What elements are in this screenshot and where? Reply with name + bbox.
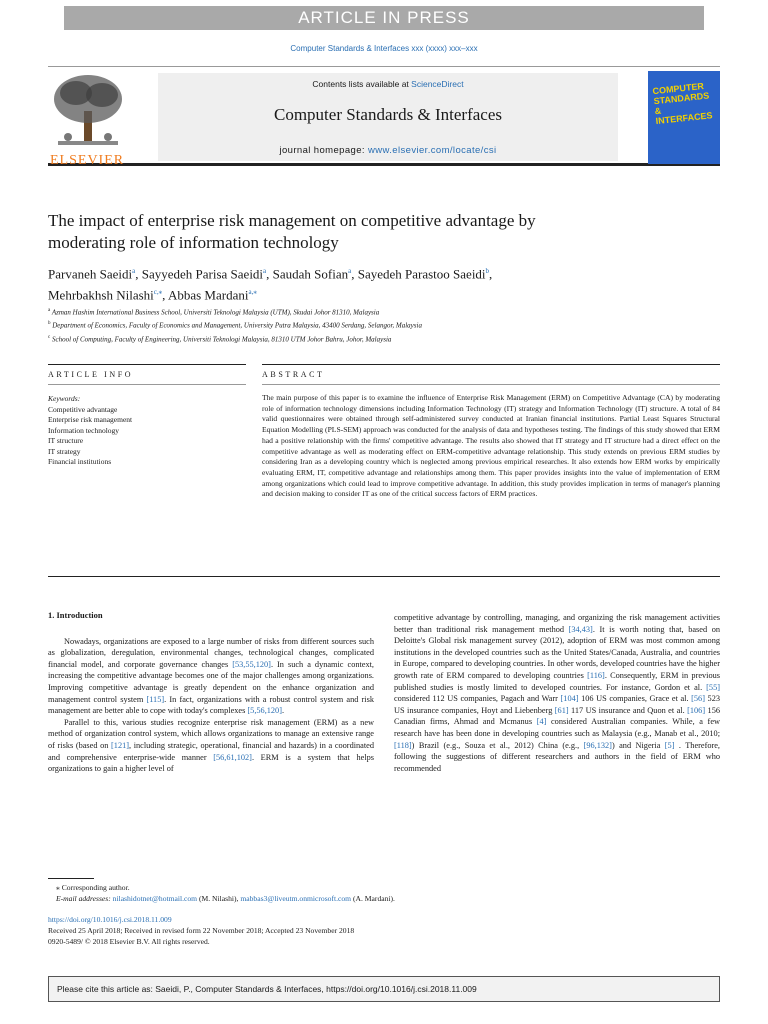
copyright-line: 0920-5489/ © 2018 Elsevier B.V. All rights reserved.	[48, 937, 210, 946]
text-run: . It is worth noting that, based on Deloitte's Global risk management survey (2012), adoption of ERM was most common among institutions in the developed countries such as the United States/Canada, Australia, and countries in Europe, compared to developing countries. In other words, developed countries have the higher growth rate of ERM compared to developing countries	[394, 624, 720, 680]
keyword: Financial institutions	[48, 457, 112, 466]
citation-link[interactable]: [5,56,120]	[247, 706, 282, 716]
author-separator: ,	[351, 266, 358, 282]
intro-right-column	[394, 612, 720, 774]
citation-link[interactable]: [56,61,102]	[213, 752, 252, 762]
cover-title: COMPUTER STANDARDS & INTERFACES	[652, 80, 713, 127]
author-affiliation-marker[interactable]: c,⁎	[153, 288, 163, 297]
text-run: 106 US companies, Grace et al.	[578, 694, 692, 704]
author-affiliation-marker[interactable]: a,⁎	[248, 288, 257, 297]
affiliation-text: School of Computing, Faculty of Engineering, Universiti Teknologi Malaysia, 81310 UTM Johor Bahru, Johor, Malaysia	[50, 334, 392, 343]
affiliation-marker: c	[48, 334, 51, 340]
citation-link[interactable]: [96,132]	[583, 740, 612, 750]
text-run: . Consequently, ERM in previous published studies is mostly limited to developed countries. For instance, Gordon et al.	[394, 670, 720, 692]
section-heading-introduction: 1. Introduction	[48, 610, 103, 620]
text-run: . In such a dynamic context, increasing the competitive advantage becomes one of the major challenges among organizations. Improving competitive advantage is greatly dependent on the enhance organization and management control system	[48, 659, 375, 704]
citation-link[interactable]: [104]	[560, 694, 579, 704]
contents-line	[158, 79, 618, 89]
affiliation-item	[48, 332, 728, 345]
text-run: ) and Nigeria	[611, 740, 665, 750]
abstract-text: The main purpose of this paper is to examine the influence of Enterprise Risk Management (ERM) on Competitive Advantage (CA) by moderating role of information technology dimensions including Information Technology (IT) strategy and Information Technology (IT) structure. A total of 84 valid questionnaires were obtained through self-administered survey conducted at Iranian financial institutions. Partial Least Squares Structural Equation Modelling (PLS-SEM) approach was conducted for the analysis of data and hypotheses testing. The findings of this study showed that ERM had a positive relationship with the firms' competitive advantage. The results also showed that IT strategy and IT structure had a direct effect on the competitive advantage as well as moderating effect on ERM-competitive advantage relationship. This study extends on previous ERM studies by considering Iran as a developing country which is neglected among previous empirical researches. It also extends how ERM works by empirically evaluating ERM, IT, competitive advantage and relationships among them. This paper provides insights into the value of implementation of ERM among organizations which could lead to improve competitive advantage. In addition, this study provides implication in terms of manager's planning and decision making to consider IT as one of the critical success factors of ERM practices.	[262, 393, 720, 499]
keyword: IT strategy	[48, 446, 81, 456]
author-name[interactable]: Sayedeh Parastoo Saeidi	[357, 266, 486, 282]
article-title	[48, 210, 688, 254]
email-label: E-mail addresses:	[56, 894, 113, 903]
author-list	[48, 262, 688, 305]
text-run: 523 US insurance companies, Hoyt and Liebenberg	[394, 694, 721, 715]
divider	[48, 576, 720, 577]
divider	[262, 364, 720, 365]
text-run: Nowadays, organizations are exposed to a large number of risks from different sources such as globalization, deregulation, environmental changes, technological changes, complicated financial model, and corporate governance changes	[48, 636, 374, 669]
citation-link[interactable]: [106]	[687, 705, 706, 715]
journal-reference-link[interactable]: Computer Standards & Interfaces xxx (xxxx) xxx–xxx	[290, 44, 478, 53]
citation-link[interactable]: [34,43]	[568, 624, 593, 634]
keyword: Competitive advantage	[48, 404, 118, 414]
text-run: 156 Canadian firms, Ahmad and Mcmanus	[394, 705, 720, 727]
title-line-2: moderating role of information technology	[48, 233, 339, 252]
authors-line-2	[48, 283, 688, 304]
affiliation-item	[48, 318, 728, 331]
text-run: competitive advantage by controlling, managing, and organizing the risk management activities better than traditional risk management method	[394, 613, 720, 634]
divider	[48, 364, 246, 365]
citation-link[interactable]: [56]	[691, 694, 705, 704]
journal-info-panel	[158, 73, 618, 161]
footnotes	[48, 882, 728, 904]
abstract-heading: ABSTRACT	[262, 370, 325, 379]
email-addresses	[48, 893, 728, 904]
text-run: . ERM is a system that helps organizations to gain a higher level of	[48, 752, 375, 774]
author-separator: ,	[162, 287, 168, 303]
citation-link[interactable]: [115]	[146, 694, 165, 704]
author-affiliation-marker[interactable]: a	[348, 267, 352, 275]
citation-link[interactable]: [118]	[394, 740, 412, 750]
text-run: ) Brazil (e.g., Souza et al., 2012) China (e.g.,	[411, 740, 584, 750]
text-run: , including strategic, operational, financial and hazards) in a coordinated and comprehensive enterprise-wide manner	[48, 740, 374, 762]
author-affiliation-marker[interactable]: b	[485, 267, 490, 275]
citation-link[interactable]: [116]	[587, 670, 605, 680]
footnote-divider	[48, 878, 94, 879]
author-affiliation-marker[interactable]: a	[132, 267, 136, 275]
authors-line-1	[48, 262, 688, 283]
keyword: Information technology	[48, 425, 120, 435]
keywords-label: Keywords:	[48, 394, 81, 403]
citation-link[interactable]: [121]	[111, 740, 130, 750]
journal-homepage	[158, 145, 618, 156]
text-run: Parallel to this, various studies recognize enterprise risk management (ERM) as a new method of organization control system, which allows organizations to manage an extensive range of risks (based on	[48, 717, 374, 750]
journal-masthead	[48, 66, 720, 166]
email-link-mardani[interactable]: mabbas3@liveutm.onmicrosoft.com	[240, 894, 352, 903]
article-dates: Received 25 April 2018; Received in revised form 22 November 2018; Accepted 23 November 2018	[48, 926, 355, 935]
author-name[interactable]: Abbas Mardani	[167, 287, 249, 303]
article-in-press-banner: ARTICLE IN PRESS	[64, 6, 704, 30]
journal-cover-image	[648, 71, 720, 164]
text-run: .	[281, 706, 285, 716]
author-name[interactable]: Parvaneh Saeidi	[48, 266, 133, 282]
article-info-heading: ARTICLE INFO	[48, 370, 134, 379]
author-affiliation-marker[interactable]: a	[263, 267, 267, 275]
author-separator: ,	[135, 266, 142, 282]
article-metadata	[48, 914, 728, 947]
affiliation-text: Department of Economics, Faculty of Economics and Management, University Putra Malaysia, 43400 Serdang, Selangor, Malaysia	[50, 321, 422, 330]
homepage-prefix: journal homepage:	[279, 145, 368, 156]
citation-link[interactable]: [5]	[664, 740, 675, 750]
elsevier-wordmark: ELSEVIER	[50, 153, 125, 168]
affiliation-text: Azman Hashim International Business School, Universiti Teknologi Malaysia (UTM), Skudai Johor 81310, Malaysia	[50, 308, 380, 317]
journal-name: Computer Standards & Interfaces	[273, 105, 502, 124]
keyword: IT structure	[48, 436, 84, 445]
corresponding-author-note: ⁎ Corresponding author.	[56, 883, 130, 892]
author-separator: ,	[489, 266, 493, 282]
citation-link[interactable]: [4]	[536, 717, 547, 727]
doi-link[interactable]: https://doi.org/10.1016/j.csi.2018.11.009	[48, 915, 172, 924]
sciencedirect-link[interactable]: ScienceDirect	[411, 79, 464, 89]
affiliation-item	[48, 305, 728, 318]
citation-link[interactable]: [53,55,120]	[232, 659, 271, 669]
text-run: . Therefore, following the suggestions of different researchers and authors in the field of ERM who recommended	[394, 740, 721, 773]
paragraph	[48, 717, 374, 775]
homepage-link[interactable]: www.elsevier.com/locate/csi	[368, 145, 497, 156]
affiliations	[48, 305, 728, 345]
author-name[interactable]: Mehrbakhsh Nilashi	[48, 287, 154, 303]
paragraph	[394, 612, 720, 774]
paragraph	[48, 636, 374, 717]
affiliation-marker: b	[48, 321, 51, 327]
email-owner: (A. Mardani).	[351, 894, 395, 903]
affiliation-marker: a	[48, 308, 51, 313]
divider	[262, 384, 720, 385]
citation-link[interactable]: [61]	[554, 705, 569, 715]
email-owner: (M. Nilashi),	[197, 894, 241, 903]
text-run: considered 112 US companies, Pagach and Warr	[394, 694, 561, 704]
email-link-nilashi[interactable]: nilashidotnet@hotmail.com	[112, 894, 198, 903]
text-run: considered Australian companies. While, a few research have has been done in developing countries such as Malaysia (e.g., Manab et al., 2010;	[394, 717, 720, 738]
keyword: Enterprise risk management	[48, 415, 133, 424]
divider	[48, 384, 246, 385]
contents-prefix: Contents lists available at	[312, 79, 412, 89]
citation-link[interactable]: [55]	[706, 682, 720, 692]
citation-box: Please cite this article as: Saeidi, P., Computer Standards & Interfaces, https://doi.org/10.1016/j.csi.2018.11.009	[48, 976, 720, 1002]
elsevier-tree-logo	[48, 71, 128, 168]
author-name[interactable]: Saudah Sofian	[272, 266, 349, 282]
text-run: 117 US insurance and Quon et al.	[568, 705, 688, 715]
author-name[interactable]: Sayyedeh Parisa Saeidi	[141, 266, 264, 282]
intro-left-column	[48, 610, 374, 775]
text-run: . In fact, organizations with a robust control system and risk management are better able to cope with today's complexes	[48, 694, 374, 716]
title-line-1: The impact of enterprise risk management on competitive advantage by	[48, 211, 536, 230]
author-separator: ,	[266, 266, 273, 282]
tree-icon	[48, 71, 128, 151]
keywords-block	[48, 394, 238, 468]
